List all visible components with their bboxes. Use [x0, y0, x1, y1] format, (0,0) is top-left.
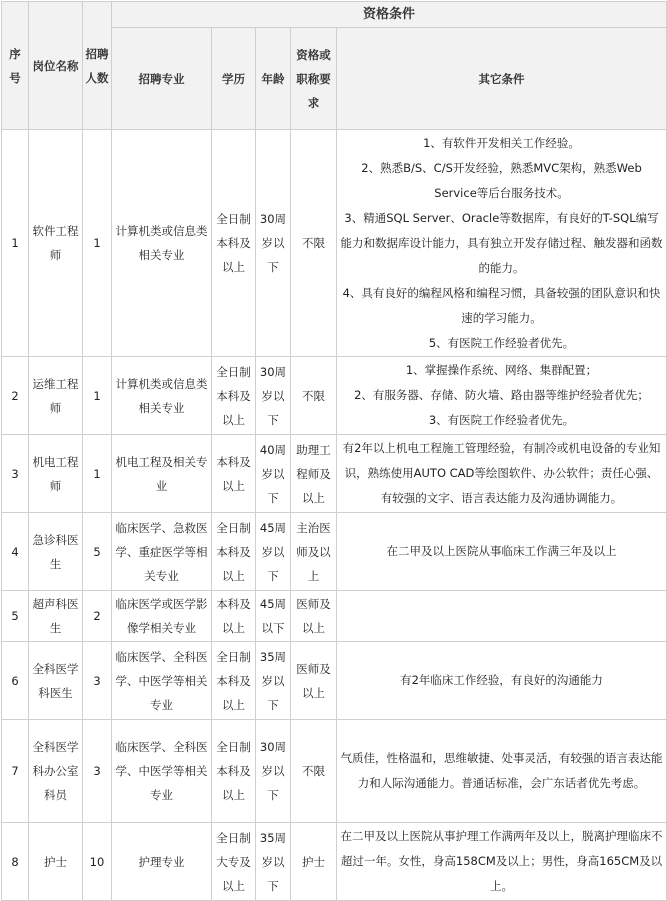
row-seq: 1	[2, 130, 29, 357]
condition-line: 1、掌握操作系统、网络、集群配置；	[405, 363, 598, 377]
row-title-requirement: 医师及以上	[291, 591, 337, 642]
row-major: 机电工程及相关专业	[112, 435, 212, 513]
header-qualifications: 资格条件	[112, 2, 667, 28]
header-count: 招聘人数	[83, 2, 112, 130]
row-age: 45周岁以下	[256, 513, 291, 591]
table-row	[2, 642, 667, 720]
row-position: 运维工程师	[29, 357, 83, 435]
table-body	[2, 130, 667, 901]
row-count: 3	[83, 720, 112, 823]
condition-line: 2、有服务器、存储、防火墙、路由器等维护经验者优先；	[354, 388, 649, 402]
row-education: 全日制大专及以上	[212, 823, 256, 901]
table-row	[2, 823, 667, 901]
table-row	[2, 591, 667, 642]
row-count: 2	[83, 591, 112, 642]
row-count: 3	[83, 642, 112, 720]
row-title-requirement: 不限	[291, 720, 337, 823]
row-count: 1	[83, 130, 112, 357]
row-seq: 2	[2, 357, 29, 435]
header-position: 岗位名称	[29, 2, 83, 130]
row-other-conditions	[337, 823, 667, 901]
table-row	[2, 130, 667, 357]
row-seq: 4	[2, 513, 29, 591]
row-position: 软件工程师	[29, 130, 83, 357]
condition-line: 在二甲及以上医院从事护理工作满两年及以上，脱离护理临床不超过一年。女性，身高158CM及以上；男性，身高165CM及以上。	[340, 829, 663, 893]
row-other-conditions	[337, 720, 667, 823]
row-other-conditions	[337, 357, 667, 435]
row-seq: 3	[2, 435, 29, 513]
row-education: 本科及以上	[212, 435, 256, 513]
row-major: 临床医学或医学影像学相关专业	[112, 591, 212, 642]
condition-line: 1、有软件开发相关工作经验。	[423, 135, 580, 150]
condition-line: 在二甲及以上医院从事临床工作满三年及以上	[386, 544, 617, 558]
row-age: 45周以下	[256, 591, 291, 642]
row-age: 30周岁以下	[256, 130, 291, 357]
header-age: 年龄	[256, 28, 291, 130]
row-count: 1	[83, 435, 112, 513]
row-count: 5	[83, 513, 112, 591]
row-major: 临床医学、急救医学、重症医学等相关专业	[112, 513, 212, 591]
row-seq: 5	[2, 591, 29, 642]
row-age: 30周岁以下	[256, 720, 291, 823]
table-row	[2, 513, 667, 591]
header-title-requirement: 资格或职称要求	[291, 28, 337, 130]
row-position: 全科医学科办公室科员	[29, 720, 83, 823]
header-other: 其它条件	[337, 28, 667, 130]
row-education: 全日制本科及以上	[212, 130, 256, 357]
row-other-conditions	[337, 435, 667, 513]
header-seq: 序号	[2, 2, 29, 130]
condition-line: 气质佳，性格温和，思维敏捷、处事灵活，有较强的语言表达能力和人际沟通能力。普通话标准，会广东话者优先考虑。	[340, 751, 663, 790]
condition-line: 4、具有良好的编程风格和编程习惯，具备较强的团队意识和快速的学习能力。	[342, 285, 661, 325]
row-seq: 7	[2, 720, 29, 823]
row-education: 本科及以上	[212, 591, 256, 642]
row-position: 全科医学科医生	[29, 642, 83, 720]
row-title-requirement: 不限	[291, 357, 337, 435]
row-title-requirement: 护士	[291, 823, 337, 901]
row-other-conditions	[337, 642, 667, 720]
row-position: 急诊科医生	[29, 513, 83, 591]
row-title-requirement: 助理工程师及以上	[291, 435, 337, 513]
table-row	[2, 720, 667, 823]
row-position: 护士	[29, 823, 83, 901]
row-position: 超声科医生	[29, 591, 83, 642]
row-count: 10	[83, 823, 112, 901]
row-title-requirement: 主治医师及以上	[291, 513, 337, 591]
row-age: 35周岁以下	[256, 823, 291, 901]
condition-line: 有2年以上机电工程施工管理经验，有制冷或机电设备的专业知识，熟练使用AUTO CAD等绘图软件、办公软件；责任心强、有较强的文字、语言表达能力及沟通协调能力。	[342, 441, 661, 505]
row-age: 40周岁以下	[256, 435, 291, 513]
condition-line: 3、有医院工作经验者优先。	[428, 413, 575, 427]
row-major: 护理专业	[112, 823, 212, 901]
row-seq: 8	[2, 823, 29, 901]
row-major: 计算机类或信息类相关专业	[112, 130, 212, 357]
row-education: 全日制本科及以上	[212, 357, 256, 435]
row-major: 计算机类或信息类相关专业	[112, 357, 212, 435]
table-row	[2, 357, 667, 435]
condition-line: 3、精通SQL Server、Oracle等数据库，有良好的T-SQL编写能力和数据库设计能力，具有独立开发存储过程、触发器和函数的能力。	[340, 210, 663, 275]
table-row	[2, 435, 667, 513]
row-other-conditions	[337, 513, 667, 591]
row-position: 机电工程师	[29, 435, 83, 513]
row-education: 全日制本科及以上	[212, 720, 256, 823]
row-title-requirement: 医师及以上	[291, 642, 337, 720]
row-education: 全日制本科及以上	[212, 513, 256, 591]
row-major: 临床医学、全科医学、中医学等相关专业	[112, 642, 212, 720]
row-education: 全日制本科及以上	[212, 642, 256, 720]
row-major: 临床医学、全科医学、中医学等相关专业	[112, 720, 212, 823]
row-age: 30周岁以下	[256, 357, 291, 435]
row-other-conditions	[337, 591, 667, 642]
row-count: 1	[83, 357, 112, 435]
row-age: 35周岁以下	[256, 642, 291, 720]
row-seq: 6	[2, 642, 29, 720]
condition-line: 2、熟悉B/S、C/S开发经验，熟悉MVC架构，熟悉Web Service等后台服务技术。	[361, 160, 642, 200]
condition-line: 5、有医院工作经验者优先。	[428, 335, 575, 350]
row-other-conditions	[337, 130, 667, 357]
row-title-requirement: 不限	[291, 130, 337, 357]
header-education: 学历	[212, 28, 256, 130]
condition-line: 有2年临床工作经验，有良好的沟通能力	[400, 673, 603, 687]
header-major: 招聘专业	[112, 28, 212, 130]
recruitment-table	[1, 1, 667, 901]
